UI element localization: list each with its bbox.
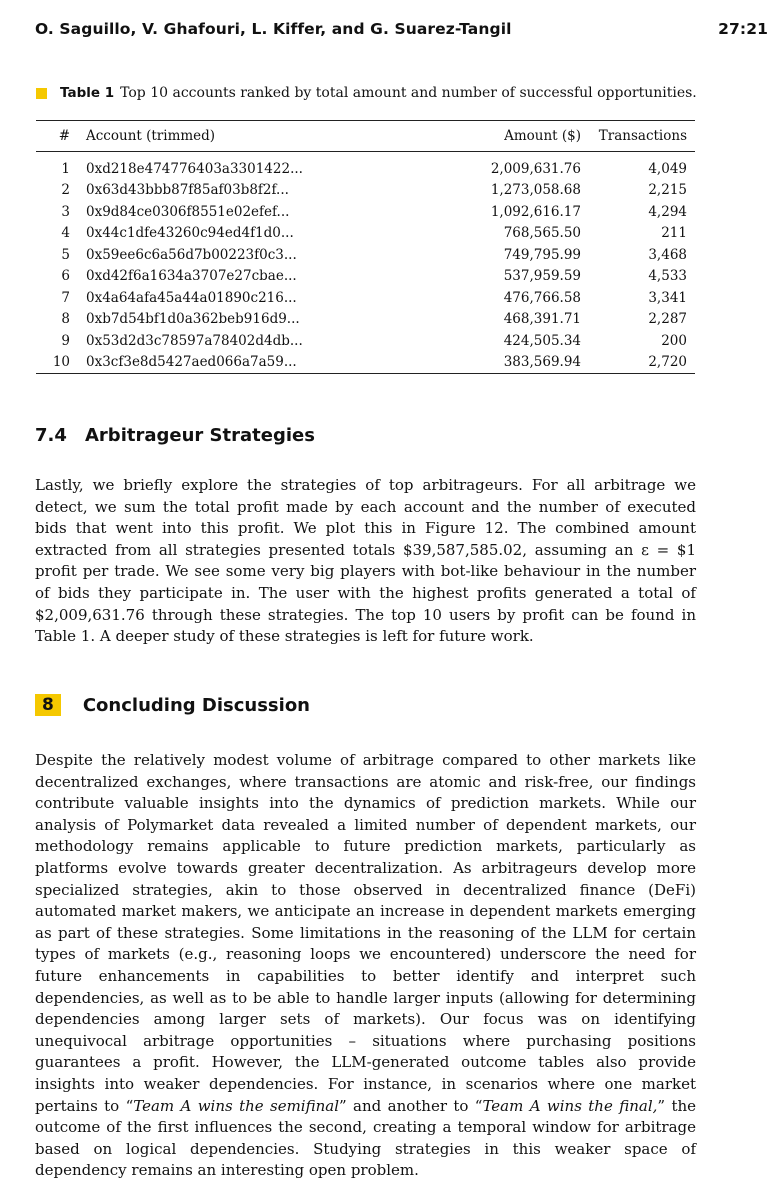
amount-cell: 1,092,616.17 — [490, 203, 581, 220]
table-row — [36, 244, 695, 266]
rank-cell: 8 — [61, 311, 70, 328]
rank-cell: 1 — [61, 160, 70, 177]
transactions-cell: 4,533 — [648, 268, 687, 285]
account-cell: 0xd218e474776403a3301422... — [86, 160, 303, 177]
section-7-4-paragraph: Lastly, we briefly explore the strategies of top arbitrageurs. For all arbitrage we detect, we sum the total profit made by each account and the number of executed bids that went into this profit. We plot this in Figure 12. The combined amount extracted from all strategies presented totals $39,587,585.02, assuming an ε = $1 profit per trade. We see some very big players with bot-like behaviour in the number of bids they participate in. The user with the highest profits generated a total of $2,009,631.76 through these strategies. The top 10 users by profit can be found in Table 1. A deeper study of these strategies is left for future work. — [35, 476, 696, 646]
section-7-4-title: Arbitrageur Strategies — [85, 425, 315, 446]
account-cell: 0x44c1dfe43260c94ed4f1d0... — [86, 225, 294, 242]
table-caption-text: Top 10 accounts ranked by total amount and number of successful opportunities. — [120, 85, 697, 101]
page-number: 27:21 — [718, 20, 768, 38]
transactions-cell: 3,468 — [648, 246, 687, 263]
amount-cell: 768,565.50 — [503, 225, 581, 242]
column-header-amount: Amount ($) — [504, 128, 581, 144]
table-label: Table 1 — [60, 85, 115, 101]
paragraph-text: ” and another to “ — [339, 1096, 483, 1115]
running-header — [35, 20, 768, 38]
rank-cell: 2 — [61, 182, 70, 199]
account-cell: 0xd42f6a1634a3707e27cbae... — [86, 268, 297, 285]
column-header-transactions: Transactions — [598, 128, 687, 144]
quote-final: Team A wins the final, — [482, 1096, 658, 1115]
transactions-cell: 2,215 — [648, 182, 687, 199]
amount-cell: 537,959.59 — [503, 268, 581, 285]
account-cell: 0x53d2d3c78597a78402d4db... — [86, 332, 303, 349]
table-row — [36, 266, 695, 288]
amount-cell: 749,795.99 — [503, 246, 581, 263]
rank-cell: 6 — [61, 268, 70, 285]
rank-cell: 9 — [61, 332, 70, 349]
section-7-4-heading — [35, 425, 315, 446]
section-8-number: 8 — [35, 694, 61, 716]
rank-cell: 4 — [61, 225, 70, 242]
transactions-cell: 211 — [661, 225, 687, 242]
transactions-cell: 200 — [661, 332, 687, 349]
table-row — [36, 152, 695, 180]
transactions-cell: 2,287 — [648, 311, 687, 328]
table-row — [36, 330, 695, 352]
quote-semifinal: Team A wins the semifinal — [133, 1096, 340, 1115]
table-row — [36, 180, 695, 202]
amount-cell: 468,391.71 — [503, 311, 581, 328]
transactions-cell: 3,341 — [648, 289, 687, 306]
table-header-row — [36, 121, 695, 152]
transactions-cell: 4,294 — [648, 203, 687, 220]
account-cell: 0x59ee6c6a56d7b00223f0c3... — [86, 246, 297, 263]
paragraph-text: Despite the relatively modest volume of arbitrage compared to other markets like decentralized exchanges, where transactions are atomic and risk-free, our findings contribute valuable insights into the dynamics of prediction markets. While our analysis of Polymarket data revealed a limited number of dependent markets, our methodology remains applicable to future prediction markets, particularly as platforms evolve towards greater decentralization. As arbitrageurs develop more specialized strategies, akin to those observed in decentralized finance (DeFi) automated market makers, we anticipate an increase in dependent markets emerging as part of these strategies. Some limitations in the reasoning of the LLM for certain types of markets (e.g., reasoning loops we encountered) underscore the need for future enhancements in capabilities to better identify and interpret such dependencies, as well as to be able to handle larger inputs (allowing for determining dependencies among larger sets of markets). Our focus was on identifying unequivocal arbitrage opportunities – situations where purchasing positions guarantees a profit. However, the LLM-generated outcome tables also provide insights into weaker dependencies. For instance, in scenarios where one market pertains to “ — [35, 751, 696, 1115]
amount-cell: 1,273,058.68 — [490, 182, 581, 199]
table-row — [36, 309, 695, 331]
accounts-table — [36, 120, 695, 374]
section-8-paragraph — [35, 750, 696, 1182]
rank-cell: 7 — [61, 289, 70, 306]
rank-cell: 3 — [61, 203, 70, 220]
account-cell: 0xb7d54bf1d0a362beb916d9... — [86, 311, 300, 328]
account-cell: 0x4a64afa45a44a01890c216... — [86, 289, 297, 306]
amount-cell: 424,505.34 — [503, 332, 581, 349]
transactions-cell: 2,720 — [648, 354, 687, 371]
table-row — [36, 223, 695, 245]
column-header-account: Account (trimmed) — [86, 128, 216, 144]
amount-cell: 476,766.58 — [503, 289, 581, 306]
paragraph-text: ” the outcome of the first influences the second, creating a temporal window for arbitrage based on logical dependencies. Studying strategies in this weaker space of dependency remains an interesting open problem. — [35, 1096, 697, 1180]
section-7-4-number: 7.4 — [35, 425, 67, 446]
section-8-heading — [35, 694, 310, 716]
table-row — [36, 287, 695, 309]
rank-cell: 10 — [52, 354, 70, 371]
account-cell: 0x3cf3e8d5427aed066a7a59... — [86, 354, 297, 371]
amount-cell: 383,569.94 — [503, 354, 581, 371]
amount-cell: 2,009,631.76 — [490, 160, 581, 177]
caption-marker-icon — [36, 88, 47, 99]
account-cell: 0x9d84ce0306f8551e02efef... — [86, 203, 290, 220]
transactions-cell: 4,049 — [648, 160, 687, 177]
rank-cell: 5 — [61, 246, 70, 263]
account-cell: 0x63d43bbb87f85af03b8f2f... — [86, 182, 289, 199]
author-list: O. Saguillo, V. Ghafouri, L. Kiffer, and G. Suarez-Tangil — [35, 20, 512, 38]
table-row — [36, 201, 695, 223]
section-8-title: Concluding Discussion — [82, 694, 310, 716]
table-caption — [36, 85, 697, 101]
table-row — [36, 352, 695, 374]
column-header-rank: # — [58, 128, 70, 144]
